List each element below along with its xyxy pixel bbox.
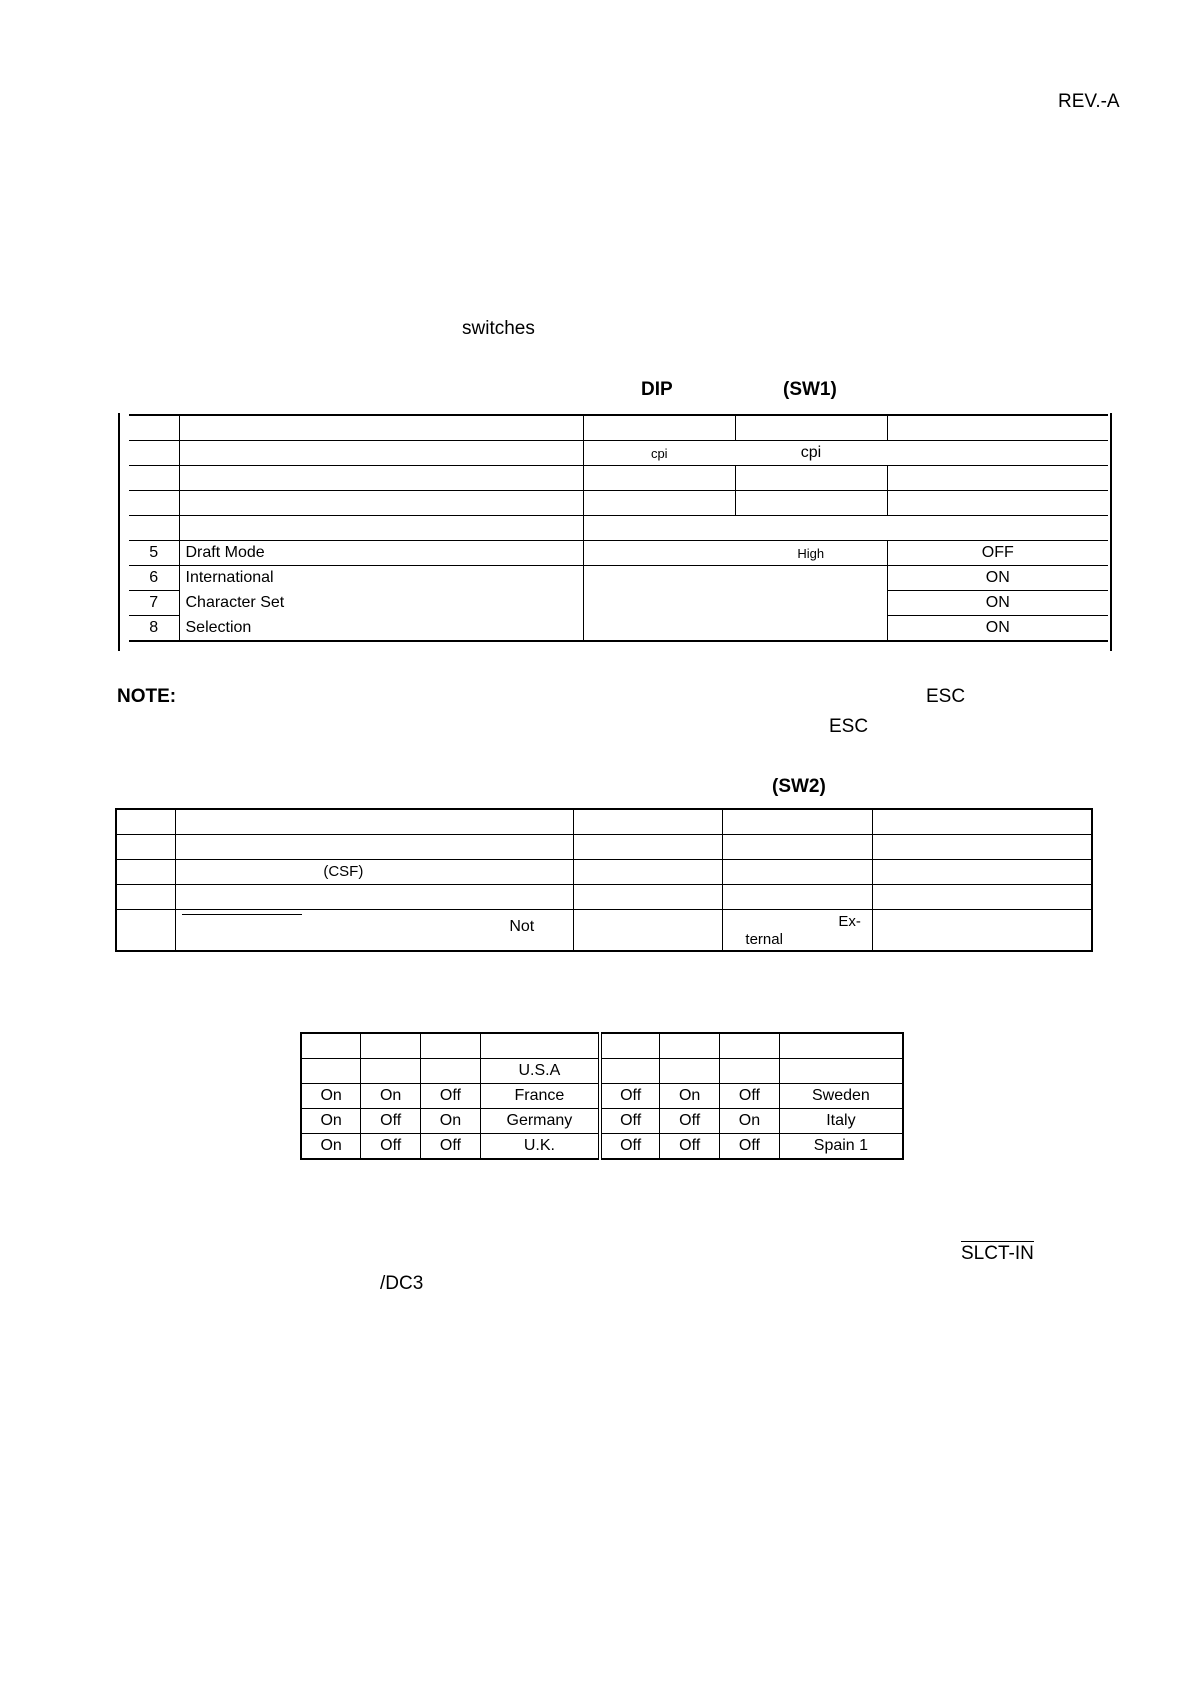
external-label-part1: Ex-: [838, 913, 861, 930]
switch-function: Selection: [179, 616, 583, 642]
table-cell: [735, 415, 887, 441]
sw2-heading-text: (SW2): [772, 776, 826, 797]
table-cell: [583, 516, 735, 541]
country-name: Spain 1: [779, 1134, 903, 1160]
country-name: Germany: [480, 1109, 600, 1134]
switch-state: On: [301, 1084, 361, 1109]
table-cell: [583, 491, 735, 516]
esc-code-text: ESC: [926, 686, 966, 707]
table-cell: [421, 1059, 481, 1084]
factory-setting: ON: [887, 616, 1108, 642]
table-cell: [421, 1033, 481, 1059]
switch-function: [176, 835, 573, 860]
table-cell: [583, 566, 887, 642]
table-row: [116, 835, 1092, 860]
table-cell: [583, 541, 735, 566]
dc3-code-text: /DC3: [380, 1273, 424, 1294]
switch-number: 6: [129, 566, 179, 591]
switch-number: [129, 516, 179, 541]
divider: [182, 914, 302, 915]
switch-function: [179, 415, 583, 441]
table-row: [116, 910, 1092, 952]
table-cell: [723, 809, 873, 835]
switches-text: switches: [462, 318, 535, 339]
table-row: [129, 541, 1108, 566]
external-label-part2: ternal: [745, 931, 783, 948]
pitch-cpi-label: cpi: [583, 441, 735, 466]
table-cell: [720, 1059, 780, 1084]
table-cell: [887, 491, 1108, 516]
table-cell: [735, 516, 887, 541]
table-row: [301, 1109, 903, 1134]
table-cell: [301, 1033, 361, 1059]
table-cell: [573, 910, 723, 952]
switch-number: [129, 441, 179, 466]
table-cell: [361, 1033, 421, 1059]
sw1-right-border: [1110, 413, 1112, 651]
switch-number: [116, 835, 176, 860]
table-cell: [573, 885, 723, 910]
switch-number: 8: [129, 616, 179, 642]
table-cell: [480, 1033, 600, 1059]
sw1-heading-text: (SW1): [783, 379, 837, 400]
table-cell: [873, 885, 1092, 910]
table-cell: [600, 1033, 660, 1059]
table-row: [116, 885, 1092, 910]
international-character-table: [300, 1032, 904, 1160]
sw2-dip-switch-table: [115, 808, 1093, 952]
switch-number: [116, 809, 176, 835]
table-row: [301, 1134, 903, 1160]
switch-function: [179, 441, 583, 466]
factory-setting: ON: [887, 566, 1108, 591]
table-row: [301, 1033, 903, 1059]
switch-state: Off: [720, 1084, 780, 1109]
switch-state: Off: [361, 1109, 421, 1134]
table-cell: [301, 1059, 361, 1084]
switch-state: On: [361, 1084, 421, 1109]
switch-state: Off: [600, 1134, 660, 1160]
table-cell: [887, 516, 1108, 541]
switch-number: [116, 885, 176, 910]
table-row: [129, 566, 1108, 591]
table-cell: [600, 1059, 660, 1084]
switch-function: [179, 491, 583, 516]
switch-state: Off: [720, 1134, 780, 1160]
switch-function: [176, 910, 573, 952]
switch-function: [176, 809, 573, 835]
table-cell: [361, 1059, 421, 1084]
table-row: [116, 809, 1092, 835]
table-row: [129, 441, 1108, 466]
switch-state: On: [660, 1084, 720, 1109]
switch-number: 7: [129, 591, 179, 616]
factory-setting: OFF: [887, 541, 1108, 566]
country-name: U.K.: [480, 1134, 600, 1160]
table-row: [301, 1084, 903, 1109]
switch-state: On: [720, 1109, 780, 1134]
not-label: Not: [509, 918, 535, 935]
switch-number: 5: [129, 541, 179, 566]
table-cell: [723, 860, 873, 885]
draft-speed-value: High: [735, 541, 887, 566]
table-cell: [873, 910, 1092, 952]
table-cell: [723, 910, 873, 952]
table-cell: [735, 466, 887, 491]
switch-number: [129, 466, 179, 491]
note-label: NOTE:: [117, 686, 177, 707]
esc-code-text: ESC: [829, 716, 869, 737]
switch-function: Character Set: [179, 591, 583, 616]
table-row: [129, 415, 1108, 441]
sw1-dip-switch-table: [129, 414, 1108, 642]
table-cell: [873, 809, 1092, 835]
table-row: [129, 491, 1108, 516]
sw1-left-border: [118, 413, 120, 651]
country-name: Sweden: [779, 1084, 903, 1109]
switch-state: On: [301, 1134, 361, 1160]
switch-number: [116, 910, 176, 952]
table-cell: [573, 835, 723, 860]
revision-label: REV.-A: [1058, 91, 1120, 112]
switch-number: [129, 491, 179, 516]
pitch-cpi-label: cpi: [735, 441, 887, 466]
table-cell: [873, 835, 1092, 860]
switch-state: On: [421, 1109, 481, 1134]
table-cell: [887, 466, 1108, 491]
switch-state: Off: [600, 1109, 660, 1134]
table-row: [116, 860, 1092, 885]
switch-function: [179, 516, 583, 541]
table-cell: [779, 1059, 903, 1084]
dip-heading-text: DIP: [641, 379, 673, 400]
switch-state: Off: [660, 1134, 720, 1160]
table-cell: [887, 441, 1108, 466]
country-name: Italy: [779, 1109, 903, 1134]
table-cell: [660, 1059, 720, 1084]
table-cell: [660, 1033, 720, 1059]
slct-in-signal: SLCT-IN: [961, 1243, 1034, 1264]
switch-function: Draft Mode: [179, 541, 583, 566]
table-row: [129, 466, 1108, 491]
switch-function: [179, 466, 583, 491]
csf-label: (CSF): [323, 863, 364, 880]
switch-state: Off: [361, 1134, 421, 1160]
table-cell: [723, 885, 873, 910]
switch-state: Off: [660, 1109, 720, 1134]
table-cell: [887, 415, 1108, 441]
table-cell: [583, 466, 735, 491]
table-cell: [873, 860, 1092, 885]
table-cell: [573, 860, 723, 885]
table-row: [301, 1059, 903, 1084]
table-cell: [583, 415, 735, 441]
switch-number: [129, 415, 179, 441]
switch-state: Off: [421, 1084, 481, 1109]
switch-function: International: [179, 566, 583, 591]
switch-state: On: [301, 1109, 361, 1134]
switch-function: [176, 860, 573, 885]
switch-state: Off: [421, 1134, 481, 1160]
country-name: France: [480, 1084, 600, 1109]
table-cell: [735, 491, 887, 516]
table-cell: [723, 835, 873, 860]
switch-number: [116, 860, 176, 885]
table-cell: [720, 1033, 780, 1059]
table-cell: [779, 1033, 903, 1059]
switch-function: [176, 885, 573, 910]
switch-state: Off: [600, 1084, 660, 1109]
table-cell: [573, 809, 723, 835]
factory-setting: ON: [887, 591, 1108, 616]
table-row: [129, 516, 1108, 541]
country-name: U.S.A: [480, 1059, 600, 1084]
